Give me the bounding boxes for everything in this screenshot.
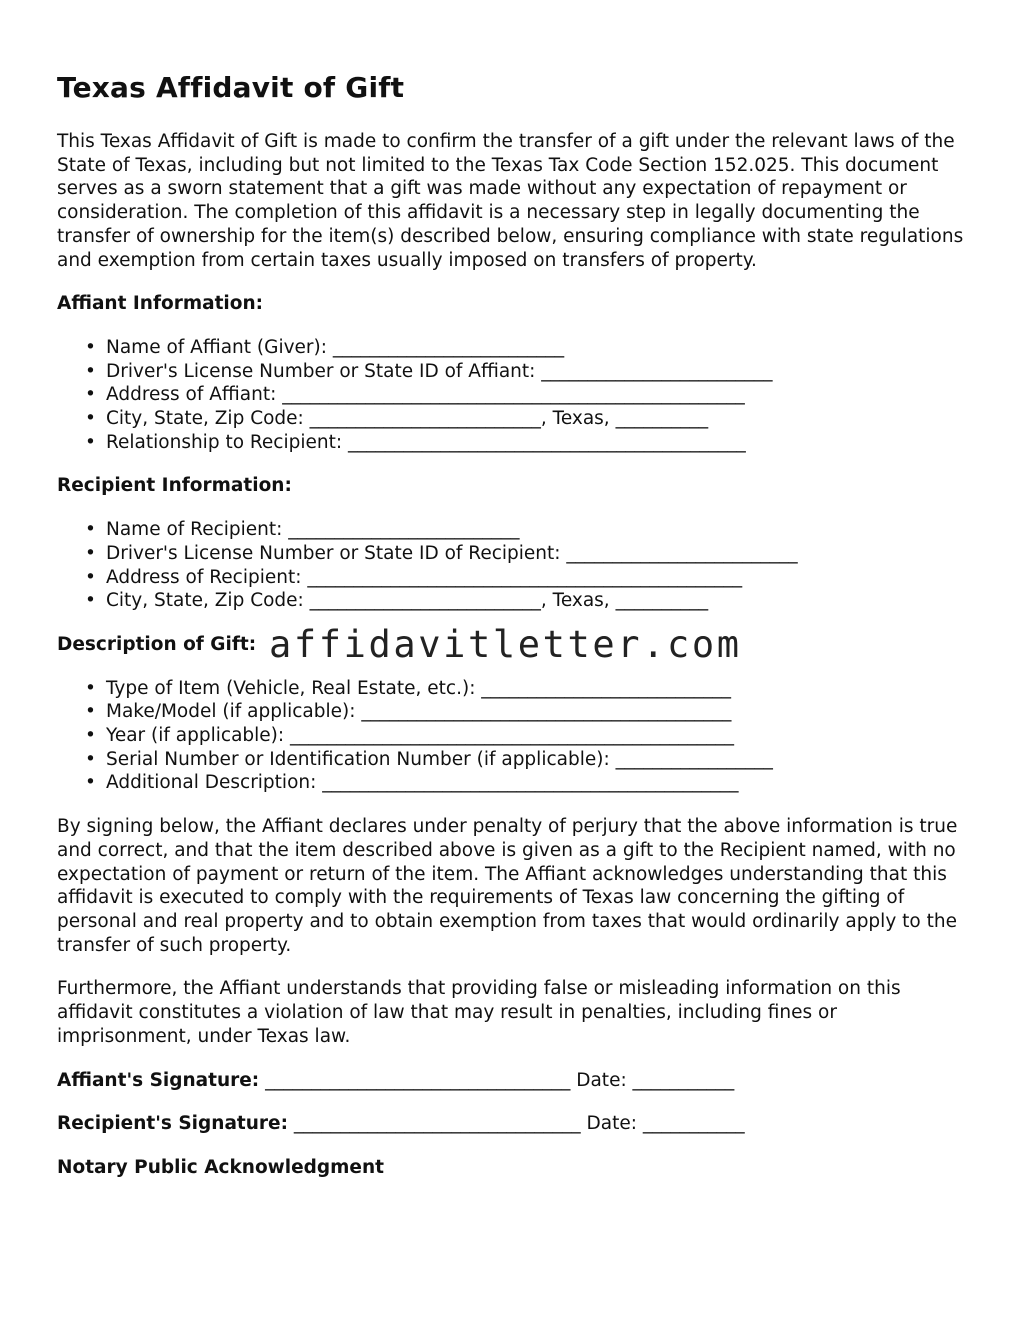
list-item — [57, 724, 967, 748]
declaration-paragraph: By signing below, the Affiant declares under penalty of perjury that the above information is true and correct, and that the item described above is given as a gift to the Recipient named, with no expectation of payment or return of the item. The Affiant acknowledges understanding that this affidavit is executed to comply with the requirements of Texas law concerning the gifting of personal and real property and to obtain exemption from taxes that would ordinarily apply to the transfer of such property. — [57, 816, 958, 956]
bullet-icon: • — [85, 336, 96, 358]
recipient-city-field: City, State, Zip Code: _________________________, Texas, __________ — [106, 590, 709, 612]
warning-paragraph: Furthermore, the Affiant understands that providing false or misleading information on this affidavit constitutes a violation of law that may result in penalties, including fines or imprisonment, under Texas law. — [57, 978, 901, 1047]
gift-heading: Description of Gift: — [57, 633, 257, 655]
affiant-city-field: City, State, Zip Code: _________________________, Texas, __________ — [106, 408, 709, 430]
affiant-signature-line — [57, 1069, 967, 1093]
bullet-icon: • — [85, 431, 96, 453]
bullet-icon: • — [85, 677, 96, 699]
recipient-list — [57, 518, 967, 613]
bullet-icon: • — [85, 590, 96, 612]
recipient-signature-label: Recipient's Signature: — [57, 1113, 289, 1135]
bullet-icon: • — [85, 725, 96, 747]
list-item — [57, 360, 967, 384]
affiant-signature-label: Affiant's Signature: — [57, 1069, 260, 1091]
affiant-heading: Affiant Information: — [57, 293, 264, 315]
bullet-icon: • — [85, 542, 96, 564]
watermark-text: affidavitletter.com — [269, 622, 742, 666]
bullet-icon: • — [85, 701, 96, 723]
recipient-address-field: Address of Recipient: _______________________________________________ — [106, 566, 743, 588]
list-item — [57, 700, 967, 724]
bullet-icon: • — [85, 566, 96, 588]
list-item — [57, 336, 967, 360]
affiant-license-field: Driver's License Number or State ID of Affiant: _________________________ — [106, 360, 773, 382]
recipient-signature-line — [57, 1112, 967, 1136]
list-item — [57, 518, 967, 542]
list-item — [57, 407, 967, 431]
bullet-icon: • — [85, 519, 96, 541]
recipient-name-field: Name of Recipient: _________________________ — [106, 519, 520, 541]
list-item — [57, 383, 967, 407]
list-item — [57, 589, 967, 613]
document-page — [57, 68, 967, 1200]
list-item — [57, 431, 967, 455]
bullet-icon: • — [85, 772, 96, 794]
gift-heading-wrap — [57, 622, 967, 666]
bullet-icon: • — [85, 408, 96, 430]
recipient-signature-blank: _______________________________ Date: ___________ — [288, 1113, 745, 1135]
gift-serial-field: Serial Number or Identification Number (if applicable): _________________ — [106, 748, 773, 770]
list-item — [57, 542, 967, 566]
gift-year-field: Year (if applicable): ________________________________________________ — [106, 725, 735, 747]
list-item — [57, 771, 967, 795]
affiant-address-field: Address of Affiant: __________________________________________________ — [106, 384, 745, 406]
list-item — [57, 748, 967, 772]
affiant-list — [57, 336, 967, 455]
gift-model-field: Make/Model (if applicable): ________________________________________ — [106, 701, 732, 723]
gift-list — [57, 677, 967, 796]
bullet-icon: • — [85, 384, 96, 406]
affiant-name-field: Name of Affiant (Giver): _________________________ — [106, 336, 565, 358]
affiant-relationship-field: Relationship to Recipient: ___________________________________________ — [106, 431, 746, 453]
recipient-heading: Recipient Information: — [57, 475, 292, 497]
bullet-icon: • — [85, 748, 96, 770]
notary-heading: Notary Public Acknowledgment — [57, 1156, 384, 1178]
gift-description-field: Additional Description: _____________________________________________ — [106, 772, 739, 794]
affiant-signature-blank: _________________________________ Date: ___________ — [259, 1069, 735, 1091]
gift-type-field: Type of Item (Vehicle, Real Estate, etc.): ___________________________ — [106, 677, 732, 699]
intro-paragraph: This Texas Affidavit of Gift is made to confirm the transfer of a gift under the relevant laws of the State of Texas, including but not limited to the Texas Tax Code Section 152.025. This document serves as a sworn statement that a gift was made without any expectation of repayment or consideration. The completion of this affidavit is a necessary step in legally documenting the transfer of ownership for the item(s) described below, ensuring compliance with state regulations and exemption from certain taxes usually imposed on transfers of property. — [57, 131, 964, 271]
list-item — [57, 677, 967, 701]
list-item — [57, 566, 967, 590]
recipient-license-field: Driver's License Number or State ID of Recipient: _________________________ — [106, 542, 798, 564]
document-title: Texas Affidavit of Gift — [57, 71, 405, 104]
bullet-icon: • — [85, 360, 96, 382]
